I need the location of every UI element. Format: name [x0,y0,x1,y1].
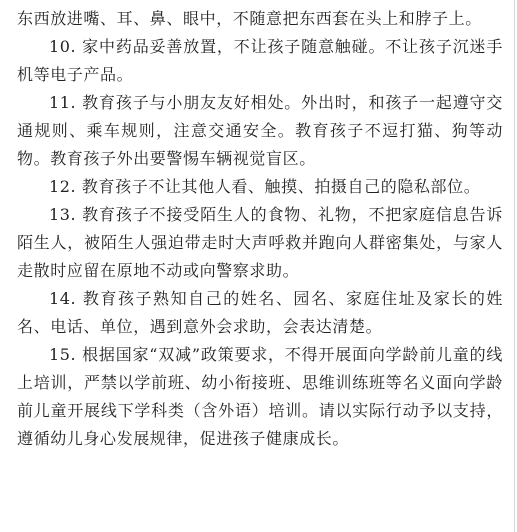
paragraph-item-15: 15. 根据国家“双减”政策要求，不得开展面向学龄前儿童的线上培训，严禁以学前班、幼小衔接班、思维训练班等名义面向学龄前儿童开展线下学科类（含外语）培训。请以实际行动予以支持，遵循幼儿身心发展规律，促进孩子健康成长。 [17,345,503,448]
paragraph-continuation: 东西放进嘴、耳、鼻、眼中，不随意把东西套在头上和脖子上。 [17,9,482,28]
paragraph-item-13: 13. 教育孩子不接受陌生人的食物、礼物，不把家庭信息告诉陌生人，被陌生人强迫带走时大声呼救并跑向人群密集处，与家人走散时应留在原地不动或向警察求助。 [17,205,503,280]
page-edge-divider [514,0,515,532]
paragraph-item-14: 14. 教育孩子熟知自己的姓名、园名、家庭住址及家长的姓名、电话、单位，遇到意外会求助，会表达清楚。 [17,289,503,336]
paragraph-item-12: 12. 教育孩子不让其他人看、触摸、拍摄自己的隐私部位。 [49,177,481,196]
document-body [17,5,503,453]
paragraph-item-11: 11. 教育孩子与小朋友友好相处。外出时，和孩子一起遵守交通规则、乘车规则，注意交通安全。教育孩子不逗打猫、狗等动物。教育孩子外出要警惕车辆视觉盲区。 [17,93,503,168]
paragraph-item-10: 10. 家中药品妥善放置，不让孩子随意触碰。不让孩子沉迷手机等电子产品。 [17,37,503,84]
